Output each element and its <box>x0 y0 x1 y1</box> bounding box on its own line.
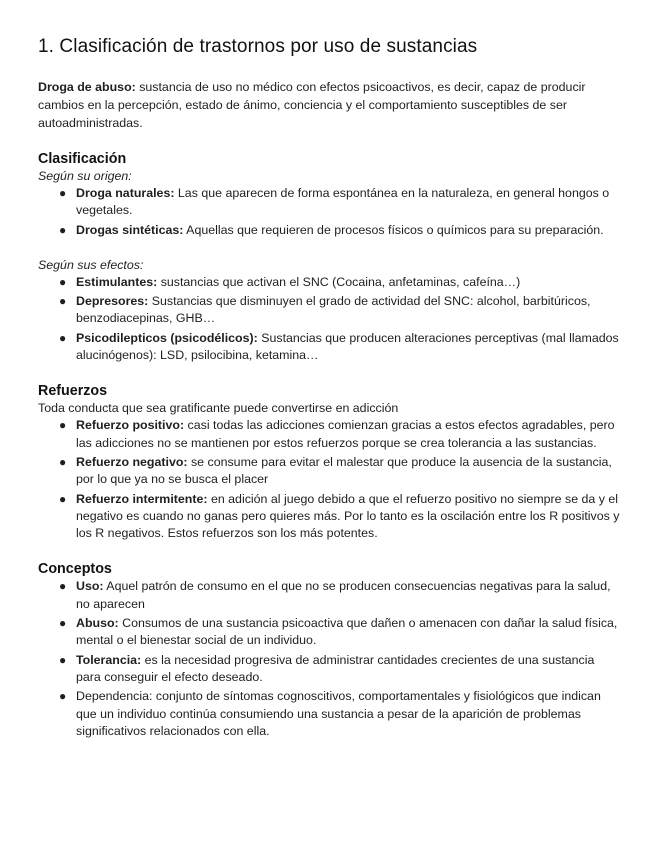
heading-clasificacion: Clasificación <box>38 151 127 167</box>
item-text: se consume para evitar el malestar que produce la ausencia de la sustancia, por lo que ya no se busca el placer <box>76 454 612 487</box>
item-term: Refuerzo negativo: <box>76 454 188 469</box>
list-efectos <box>38 274 620 364</box>
item-text: es la necesidad progresiva de administrar cantidades crecientes de una sustancia para conseguir el efecto deseado. <box>76 652 595 684</box>
list-item <box>38 454 620 489</box>
item-term: Droga naturales: <box>76 186 175 200</box>
intro-paragraph <box>38 78 620 132</box>
subheading-origen: Según su origen: <box>38 169 132 183</box>
heading-conceptos: Conceptos <box>38 561 112 578</box>
list-origen <box>38 185 620 239</box>
list-item <box>38 293 620 328</box>
list-item <box>38 491 620 543</box>
bullet-icon: ● <box>59 186 67 200</box>
item-term: Estimulantes: <box>76 274 158 289</box>
bullet-icon: ● <box>59 222 67 237</box>
bullet-icon: ● <box>59 652 67 667</box>
intro-text: sustancia de uso no médico con efectos psicoactivos, es decir, capaz de producir cambios en la percepción, estado de ánimo, conciencia y el comportamiento susceptibles de ser autoadministradas. <box>38 80 586 130</box>
item-term: Refuerzo intermitente: <box>76 491 208 506</box>
list-item <box>38 330 620 365</box>
bullet-icon: ● <box>59 294 67 309</box>
bullet-icon: ● <box>59 274 67 289</box>
intro-term: Droga de abuso: <box>38 80 136 94</box>
section-refuerzos <box>38 382 620 542</box>
list-item <box>38 688 620 740</box>
list-refuerzos <box>38 417 620 542</box>
item-text: conjunto de síntomas cognoscitivos, comportamentales y fisiológicos que indican que un individuo continúa consumiendo una sustancia a pesar de la aparición de problemas significativos relacionados con ella. <box>76 689 601 738</box>
item-term: Uso: <box>76 579 104 594</box>
subheading-efectos: Según sus efectos: <box>38 257 144 272</box>
list-item <box>38 578 620 613</box>
heading-refuerzos: Refuerzos <box>38 383 108 400</box>
item-term: Drogas sintéticas: <box>76 222 184 237</box>
bullet-icon: ● <box>59 330 67 345</box>
item-term: Abuso: <box>76 616 119 631</box>
item-text: Sustancias que disminuyen el grado de actividad del SNC: alcohol, barbitúricos, benzodiacepinas, GHB… <box>76 294 591 326</box>
list-item <box>38 652 620 687</box>
list-item <box>38 274 620 291</box>
item-text: Sustancias que producen alteraciones perceptivas (mal llamados alucinógenos): LSD, psilocibina, ketamina… <box>76 330 619 363</box>
item-text: casi todas las adicciones comienzan gracias a estos efectos agradables, pero las adicciones no se mantienen por estos refuerzos porque se crea tolerancia a las sustancias. <box>76 418 615 450</box>
item-term: Depresores: <box>76 294 149 309</box>
list-conceptos <box>38 578 620 740</box>
page-title: 1. Clasificación de trastornos por uso de sustancias <box>38 36 478 57</box>
document-page <box>38 36 620 742</box>
bullet-icon: ● <box>59 616 67 631</box>
bullet-icon: ● <box>59 491 67 506</box>
item-text: sustancias que activan el SNC (Cocaina, anfetaminas, cafeína…) <box>157 274 521 289</box>
bullet-icon: ● <box>59 689 67 704</box>
list-item <box>38 615 620 650</box>
section-clasificacion <box>38 150 620 364</box>
bullet-icon: ● <box>59 454 67 469</box>
item-text: en adición al juego debido a que el refuerzo positivo no siempre se da y el negativo es cuando no ganas pero quieres más. Por lo tanto es la oscilación entre los R positivos y los R negativos. Estos refuerzos son los más potentes. <box>76 491 620 541</box>
item-term: Refuerzo positivo: <box>76 418 185 433</box>
refuerzos-intro: Toda conducta que sea gratificante puede convertirse en adicción <box>38 401 399 416</box>
list-item <box>38 417 620 452</box>
item-text: Consumos de una sustancia psicoactiva que dañen o amenacen con dañar la salud física, mental o el bienestar social de un individuo. <box>76 616 618 648</box>
bullet-icon: ● <box>59 418 67 433</box>
item-text: Las que aparecen de forma espontánea en la naturaleza, en general hongos o vegetales. <box>76 186 610 218</box>
list-item <box>38 222 620 239</box>
section-conceptos <box>38 560 620 740</box>
item-term: Psicodilepticos (psicodélicos): <box>76 330 258 345</box>
item-term: Tolerancia: <box>76 652 142 667</box>
list-item <box>38 185 620 220</box>
bullet-icon: ● <box>59 579 67 594</box>
item-text: Aquel patrón de consumo en el que no se producen consecuencias negativas para la salud, no aparecen <box>76 579 611 611</box>
item-text: Aquellas que requieren de procesos físicos o químicos para su preparación. <box>183 222 604 237</box>
item-term: Dependencia: <box>76 689 153 704</box>
